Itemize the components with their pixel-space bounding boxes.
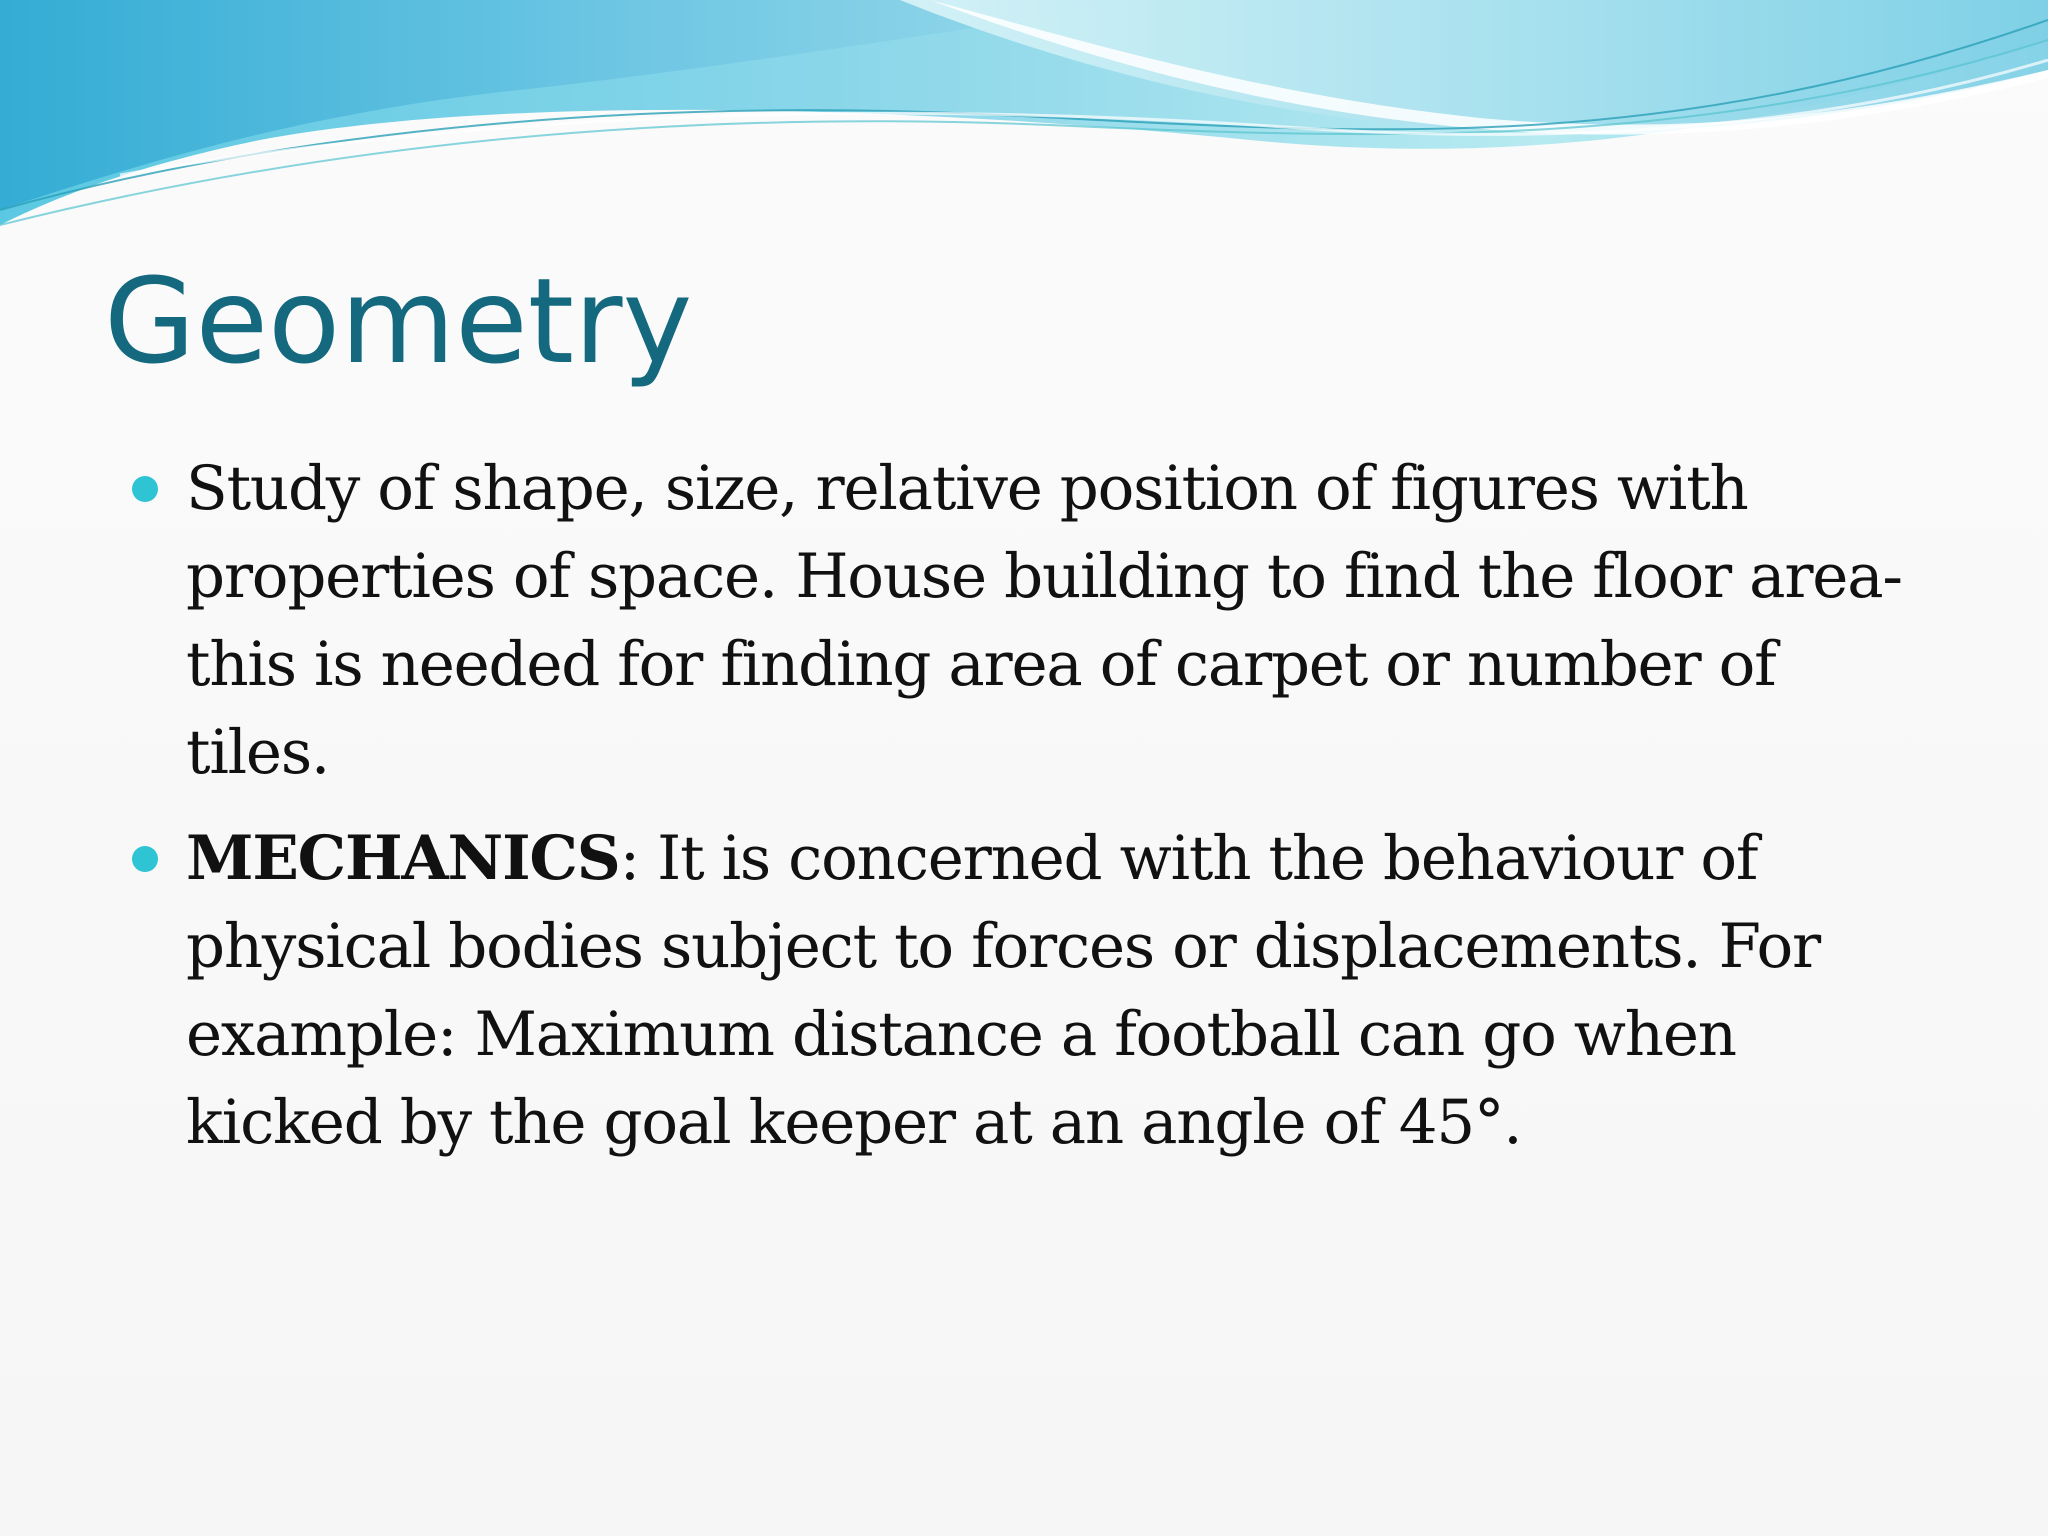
bullet-item-mechanics <box>130 815 1930 1167</box>
header-wave-decoration <box>0 0 2048 240</box>
bullet-body-mechanics: : It is concerned with the behaviour of physical bodies subject to forces or displacements. For example: Maximum distance a football can go when kicked by the goal keeper at an angle of 45°. <box>186 823 1820 1158</box>
bullet-text: Study of shape, size, relative position of figures with properties of space. House building to find the floor area- this is needed for finding area of carpet or number of tiles. <box>186 453 1902 788</box>
bullet-dot-icon <box>132 476 158 502</box>
bullet-lead-mechanics: MECHANICS <box>186 823 620 894</box>
bullet-item-geometry <box>130 445 1930 797</box>
bullet-dot-icon <box>132 846 158 872</box>
bullet-list <box>130 445 1930 1167</box>
bullet-text-mechanics <box>186 815 1930 1167</box>
slide-title: Geometry <box>104 252 693 390</box>
